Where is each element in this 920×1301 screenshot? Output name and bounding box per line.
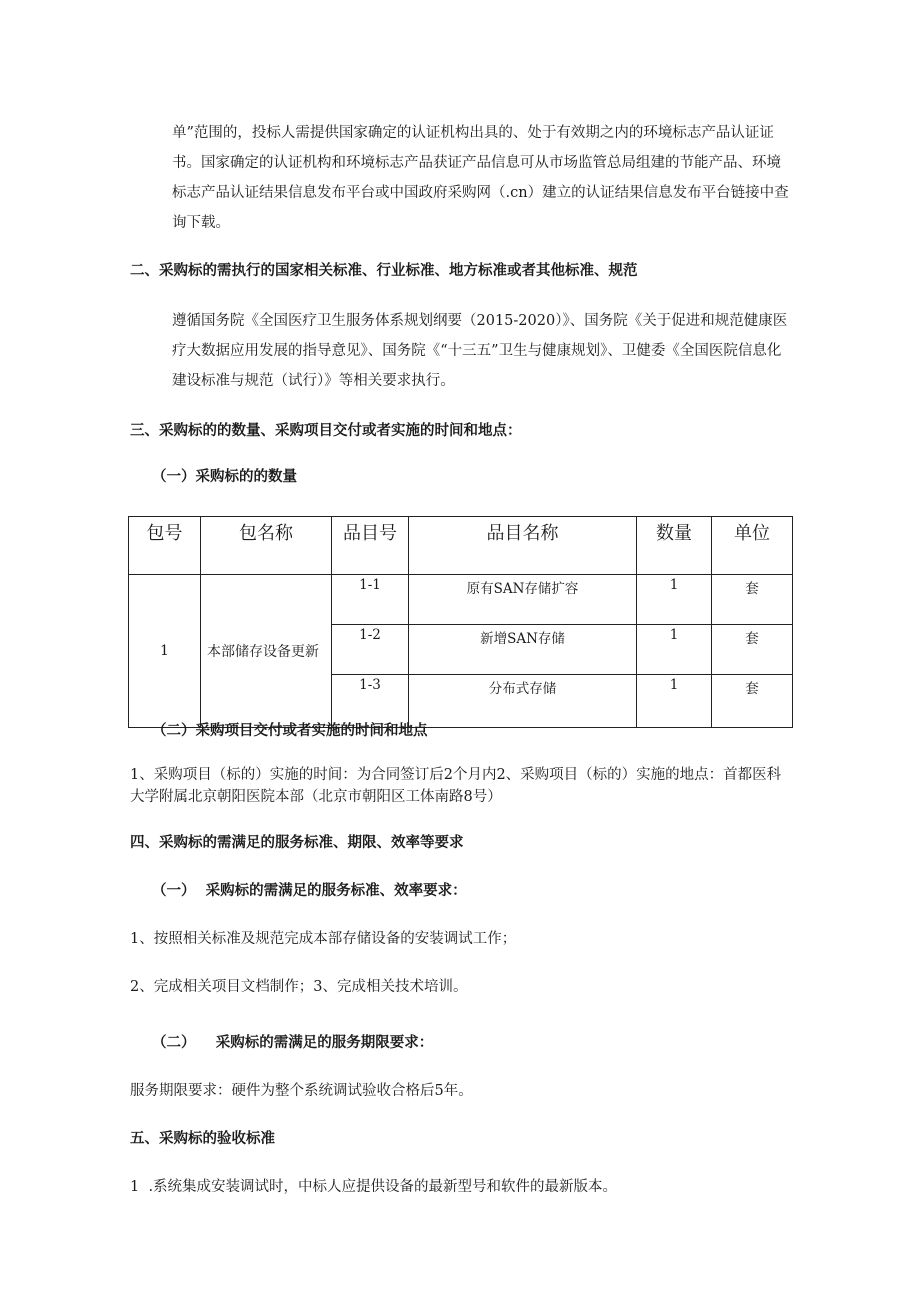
cell-quantity: 1 (637, 625, 712, 675)
section-4-1-item-2: 2、完成相关项目文档制作；3、完成相关技术培训。 (130, 979, 468, 995)
cell-package-name: 本部储存设备更新 (201, 575, 332, 728)
cell-quantity: 1 (637, 675, 712, 728)
header-package-name: 包名称 (201, 517, 332, 575)
section-5-item-1: 1 .系统集成安装调试时，中标人应提供设备的最新型号和软件的最新版本。 (130, 1179, 618, 1195)
cell-item-no: 1-3 (332, 675, 409, 728)
section-3-2-heading: （二）采购项目交付或者实施的时间和地点 (152, 723, 428, 739)
intro-paragraph: 单”范围的，投标人需提供国家确定的认证机构出具的、处于有效期之内的环境标志产品认证证书。国家确定的认证机构和环境标志产品获证产品信息可从市场监管总局组建的节能产品、环境标志产品认证结果信息发布平台或中国政府采购网（.cn）建立的认证结果信息发布平台链接中查询下载。 (172, 125, 789, 231)
section-3-2-paragraph: 1、采购项目（标的）实施的时间：为合同签订后2个月内2、采购项目（标的）实施的地点：首都医科大学附属北京朝阳医院本部（北京市朝阳区工体南路8号） (130, 767, 782, 805)
table-header-row (129, 517, 793, 575)
header-quantity: 数量 (637, 517, 712, 575)
procurement-quantity-table (128, 516, 793, 728)
cell-item-name: 分布式存储 (409, 675, 637, 728)
section-2-heading: 二、采购标的需执行的国家相关标准、行业标准、地方标准或者其他标准、规范 (130, 263, 638, 279)
cell-unit: 套 (712, 575, 793, 625)
cell-unit: 套 (712, 625, 793, 675)
section-4-heading: 四、采购标的需满足的服务标准、期限、效率等要求 (130, 835, 464, 851)
table-row (129, 575, 793, 625)
cell-quantity: 1 (637, 575, 712, 625)
section-5-heading: 五、采购标的验收标准 (130, 1131, 275, 1147)
cell-package-no: 1 (129, 575, 201, 728)
cell-item-no: 1-2 (332, 625, 409, 675)
cell-item-no: 1-1 (332, 575, 409, 625)
cell-unit: 套 (712, 675, 793, 728)
section-2-paragraph: 遵循国务院《全国医疗卫生服务体系规划纲要（2015-2020）》、国务院《关于促进和规范健康医疗大数据应用发展的指导意见》、国务院《“十三五”卫生与健康规划》、卫健委《全国医院信息化建设标准与规范（试行）》等相关要求执行。 (172, 313, 788, 389)
cell-item-name: 新增SAN存储 (409, 625, 637, 675)
cell-item-name: 原有SAN存储扩容 (409, 575, 637, 625)
section-4-1-heading: （一） 采购标的需满足的服务标准、效率要求： (152, 883, 467, 899)
section-4-2-heading: （二） 采购标的需满足的服务期限要求： (152, 1035, 434, 1051)
section-3-1-heading: （一）采购标的的数量 (152, 469, 297, 485)
header-package-no: 包号 (129, 517, 201, 575)
section-3-heading: 三、采购标的的数量、采购项目交付或者实施的时间和地点： (130, 423, 522, 439)
header-item-no: 品目号 (332, 517, 409, 575)
section-4-2-paragraph: 服务期限要求：硬件为整个系统调试验收合格后5年。 (130, 1083, 473, 1099)
header-item-name: 品目名称 (409, 517, 637, 575)
header-unit: 单位 (712, 517, 793, 575)
section-4-1-item-1: 1、按照相关标准及规范完成本部存储设备的安装调试工作； (130, 931, 517, 947)
